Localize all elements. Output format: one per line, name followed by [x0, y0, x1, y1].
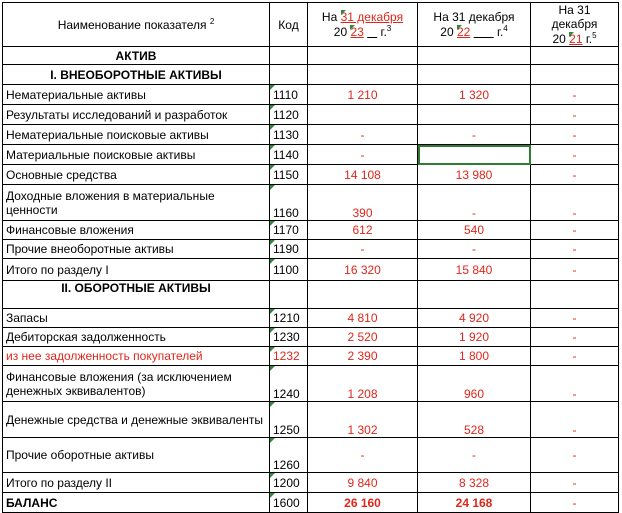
row-value-2023[interactable]: 26 160 — [308, 493, 418, 513]
section-noncurrent[interactable]: I. ВНЕОБОРОТНЫЕ АКТИВЫ — [3, 65, 270, 85]
row-value-2022[interactable]: 15 840 — [418, 259, 531, 281]
row-code[interactable]: 1210 — [270, 309, 308, 328]
row-value-2021[interactable]: - — [531, 105, 619, 125]
row-name[interactable]: БАЛАНС — [3, 493, 270, 513]
table-row — [3, 240, 619, 259]
row-name[interactable]: Доходные вложения в материальные ценности — [3, 185, 270, 221]
table-row — [3, 309, 619, 328]
row-code[interactable]: 1100 — [270, 259, 308, 281]
row-code[interactable]: 1160 — [270, 185, 308, 221]
row-name[interactable]: Материальные поисковые активы — [3, 145, 270, 165]
row-value-2022[interactable]: 4 920 — [418, 309, 531, 328]
header-col3-cell[interactable] — [531, 3, 619, 47]
row-value-2021[interactable]: - — [531, 259, 619, 281]
header-col2-cell[interactable] — [418, 3, 531, 47]
row-value-2021[interactable]: - — [531, 145, 619, 165]
row-value-2021[interactable]: - — [531, 347, 619, 366]
subtotal-row — [3, 473, 619, 493]
table-row — [3, 221, 619, 240]
row-code[interactable]: 1110 — [270, 85, 308, 105]
row-value-2021[interactable]: - — [531, 240, 619, 259]
row-code[interactable]: 1190 — [270, 240, 308, 259]
row-code[interactable]: 1130 — [270, 125, 308, 145]
row-value-2023[interactable]: 1 302 — [308, 402, 418, 438]
row-code[interactable]: 1230 — [270, 328, 308, 347]
row-value-2022[interactable]: 960 — [418, 366, 531, 402]
table-row — [3, 328, 619, 347]
row-name[interactable]: Итого по разделу II — [3, 473, 270, 493]
row-code[interactable]: 1170 — [270, 221, 308, 240]
col3-year: 21 — [569, 32, 583, 46]
row-value-2021[interactable]: - — [531, 185, 619, 221]
row-code[interactable]: 1232 — [270, 347, 308, 366]
row-value-2021[interactable]: - — [531, 85, 619, 105]
row-value-2023[interactable]: - — [308, 145, 418, 165]
row-value-2022[interactable]: 1 800 — [418, 347, 531, 366]
row-value-2022[interactable]: 540 — [418, 221, 531, 240]
row-code[interactable]: 1600 — [270, 493, 308, 513]
row-name[interactable]: Финансовые вложения (за исключением денежных эквивалентов) — [3, 366, 270, 402]
col3-century: 20 — [552, 32, 566, 46]
section-row — [3, 281, 619, 309]
row-name[interactable]: Дебиторская задолженность — [3, 328, 270, 347]
row-name[interactable]: Финансовые вложения — [3, 221, 270, 240]
row-value-2021[interactable]: - — [531, 493, 619, 513]
row-value-2023[interactable]: 612 — [308, 221, 418, 240]
row-value-2023[interactable]: 16 320 — [308, 259, 418, 281]
subtotal-row — [3, 259, 619, 281]
row-value-2021[interactable]: - — [531, 125, 619, 145]
col2-century: 20 — [440, 25, 454, 39]
row-value-2023[interactable]: 9 840 — [308, 473, 418, 493]
col1-century: 20 — [333, 25, 348, 39]
row-value-2021[interactable]: - — [531, 221, 619, 240]
row-value-2021[interactable]: - — [531, 309, 619, 328]
row-code[interactable]: 1250 — [270, 402, 308, 438]
header-name: Наименование показателя — [57, 18, 207, 32]
row-code[interactable]: 1140 — [270, 145, 308, 165]
col1-year: 23 — [350, 25, 364, 39]
section-row — [3, 47, 619, 65]
row-name[interactable]: Основные средства — [3, 165, 270, 185]
row-code[interactable]: 1120 — [270, 105, 308, 125]
row-value-2023[interactable] — [308, 105, 418, 125]
row-value-2023[interactable]: 390 — [308, 185, 418, 221]
row-value-2022[interactable] — [418, 105, 531, 125]
row-value-2022[interactable]: 8 328 — [418, 473, 531, 493]
row-name[interactable]: Нематериальные активы — [3, 85, 270, 105]
header-name-cell[interactable] — [3, 3, 270, 47]
row-value-2021[interactable]: - — [531, 366, 619, 402]
row-value-2022[interactable]: - — [418, 240, 531, 259]
row-value-2022[interactable]: 24 168 — [418, 493, 531, 513]
row-value-2023[interactable]: - — [308, 125, 418, 145]
row-name[interactable]: Результаты исследований и разработок — [3, 105, 270, 125]
row-name[interactable]: Нематериальные поисковые активы — [3, 125, 270, 145]
row-name[interactable]: Прочие внеоборотные активы — [3, 240, 270, 259]
table-row — [3, 402, 619, 438]
header-row — [3, 3, 619, 47]
row-value-2023[interactable]: 4 810 — [308, 309, 418, 328]
row-value-2021[interactable]: - — [531, 165, 619, 185]
row-value-2022[interactable]: 528 — [418, 402, 531, 438]
balance-row — [3, 493, 619, 513]
col1-date: 31 декабря — [340, 10, 404, 24]
row-code[interactable]: 1260 — [270, 438, 308, 473]
row-code[interactable]: 1150 — [270, 165, 308, 185]
col2-line1: На 31 декабря — [433, 10, 515, 24]
table-row — [3, 145, 619, 165]
balance-sheet-table — [2, 2, 619, 513]
table-row — [3, 438, 619, 473]
section-current[interactable]: II. ОБОРОТНЫЕ АКТИВЫ — [3, 281, 270, 309]
col3-note: 5 — [592, 31, 597, 40]
table-row — [3, 125, 619, 145]
row-value-2022[interactable]: - — [418, 438, 531, 473]
row-value-2022[interactable]: 1 320 — [418, 85, 531, 105]
header-col1-cell[interactable] — [308, 3, 418, 47]
col2-year: 22 — [456, 25, 471, 39]
row-value-2022[interactable]: - — [418, 185, 531, 221]
col1-suffix: г. — [380, 25, 387, 39]
col3-suffix: г. — [585, 32, 593, 46]
header-name-note: 2 — [209, 17, 215, 26]
row-value-2022[interactable]: 13 980 — [418, 165, 531, 185]
row-value-2021[interactable]: - — [531, 473, 619, 493]
col2-suffix: г. — [497, 25, 504, 39]
col3-line1: На 31 декабря — [551, 3, 598, 31]
row-value-2023[interactable]: - — [308, 240, 418, 259]
row-value-2021[interactable]: - — [531, 438, 619, 473]
row-value-2022[interactable]: - — [418, 125, 531, 145]
table-row — [3, 347, 619, 366]
table-row — [3, 185, 619, 221]
row-value-2023[interactable]: 2 520 — [308, 328, 418, 347]
row-value-2023[interactable]: 2 390 — [308, 347, 418, 366]
section-row — [3, 65, 619, 85]
col2-note: 4 — [503, 24, 508, 33]
row-value-2021[interactable]: - — [531, 402, 619, 438]
col1-note: 3 — [386, 24, 392, 33]
row-code[interactable]: 1200 — [270, 473, 308, 493]
col1-line1-prefix: На — [321, 10, 338, 24]
row-name[interactable]: из нее задолженность покупателей — [3, 347, 270, 366]
row-value-2022[interactable]: 1 920 — [418, 328, 531, 347]
row-code[interactable]: 1240 — [270, 366, 308, 402]
header-code-cell[interactable] — [270, 3, 308, 47]
row-name[interactable]: Итого по разделу I — [3, 259, 270, 281]
table-row — [3, 85, 619, 105]
row-value-2023[interactable]: 1 208 — [308, 366, 418, 402]
table-row — [3, 165, 619, 185]
row-name[interactable]: Денежные средства и денежные эквиваленты — [3, 402, 270, 438]
table-row — [3, 105, 619, 125]
header-code: Код — [278, 17, 299, 32]
row-value-2023[interactable]: 14 108 — [308, 165, 418, 185]
row-value-2023[interactable]: - — [308, 438, 418, 473]
selected-cell[interactable] — [418, 145, 531, 165]
section-aktiv[interactable]: АКТИВ — [3, 47, 270, 65]
table-row — [3, 366, 619, 402]
row-name[interactable]: Прочие оборотные активы — [3, 438, 270, 473]
row-name[interactable]: Запасы — [3, 309, 270, 328]
row-value-2021[interactable]: - — [531, 328, 619, 347]
row-value-2023[interactable]: 1 210 — [308, 85, 418, 105]
